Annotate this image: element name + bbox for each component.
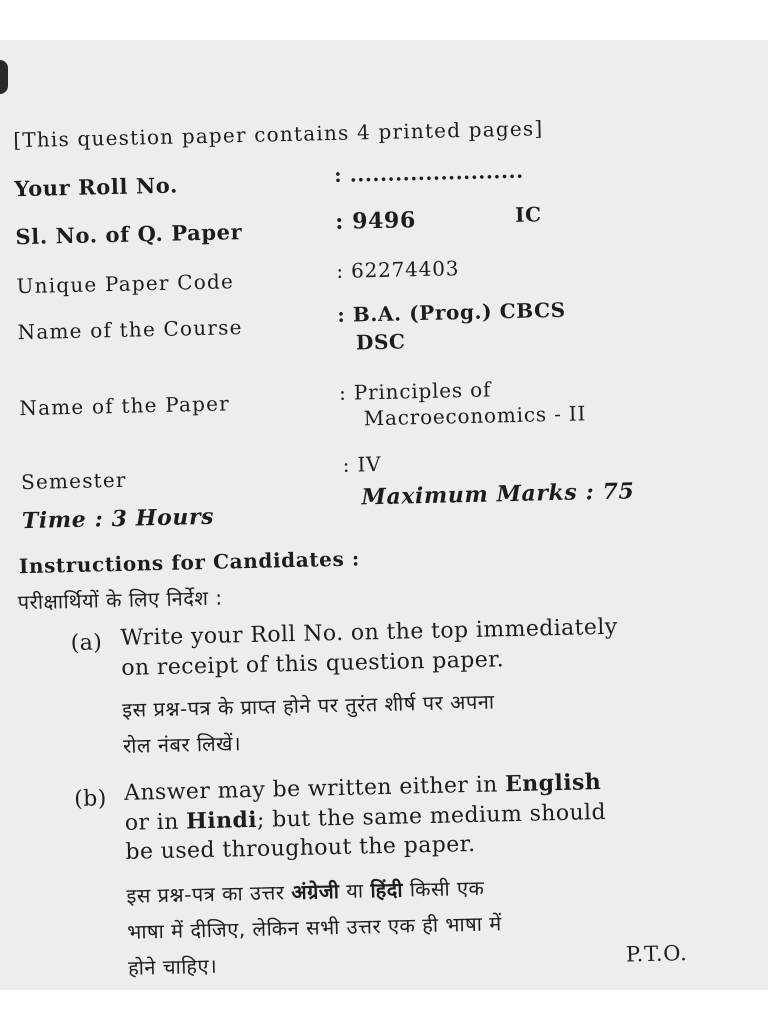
serial-no-value: : 9496 — [334, 207, 417, 235]
instruction-a-marker: (a) — [70, 630, 103, 657]
instructions-heading-hindi: परीक्षार्थियों के लिए निर्देश : — [17, 585, 223, 615]
instruction-b-line3: be used throughout the paper. — [125, 831, 476, 865]
instruction-b-hindi-line3: होने चाहिए। — [127, 953, 218, 980]
question-paper-page — [0, 40, 768, 990]
maximum-marks: Maximum Marks : 75 — [361, 478, 635, 511]
instruction-a-hindi-line1: इस प्रश्न-पत्र के प्राप्त होने पर तुरंत शीर्ष पर अपना — [121, 689, 495, 722]
serial-no-label: Sl. No. of Q. Paper — [15, 219, 243, 250]
instruction-a-hindi-line2: रोल नंबर लिखें। — [122, 731, 242, 758]
semester-label: Semester — [20, 467, 127, 495]
roll-no-label: Your Roll No. — [14, 172, 179, 202]
paper-name-value-line1: : Principles of — [338, 377, 492, 405]
instruction-b-marker: (b) — [73, 786, 107, 813]
english-emphasis: English — [504, 769, 602, 798]
header-note: [This question paper contains 4 printed pages] — [13, 116, 544, 153]
course-value-line1: : B.A. (Prog.) CBCS — [337, 297, 566, 327]
course-value-line2: DSC — [355, 329, 406, 355]
instruction-b-hindi-line1: इस प्रश्न-पत्र का उत्तर अंग्रेजी या हिंदी किसी एक — [126, 875, 485, 908]
time-allowed: Time : 3 Hours — [21, 503, 215, 535]
hindi-emphasis: Hindi — [185, 806, 258, 835]
instruction-a-line1: Write your Roll No. on the top immediately — [120, 614, 618, 651]
instruction-b-hindi-line2: भाषा में दीजिए, लेकिन सभी उत्तर एक ही भाषा में — [127, 911, 502, 944]
paper-code-value: : 62274403 — [336, 256, 460, 283]
course-label: Name of the Course — [17, 315, 243, 345]
instruction-b-line1: Answer may be written either in English — [123, 769, 602, 806]
serial-no-extra: IC — [514, 202, 542, 227]
paper-name-value-line2: Macroeconomics - II — [363, 401, 587, 431]
document-body — [0, 40, 768, 990]
instruction-b-line2: or in Hindi; but the same medium should — [124, 799, 607, 836]
semester-value: : IV — [342, 451, 382, 477]
instructions-heading: Instructions for Candidates : — [18, 546, 361, 579]
paper-name-label: Name of the Paper — [19, 391, 231, 421]
roll-no-value: : ....................... — [333, 158, 524, 187]
pto-note: P.T.O. — [625, 941, 688, 967]
paper-code-label: Unique Paper Code — [16, 269, 235, 299]
instruction-a-line2: on receipt of this question paper. — [121, 647, 505, 681]
